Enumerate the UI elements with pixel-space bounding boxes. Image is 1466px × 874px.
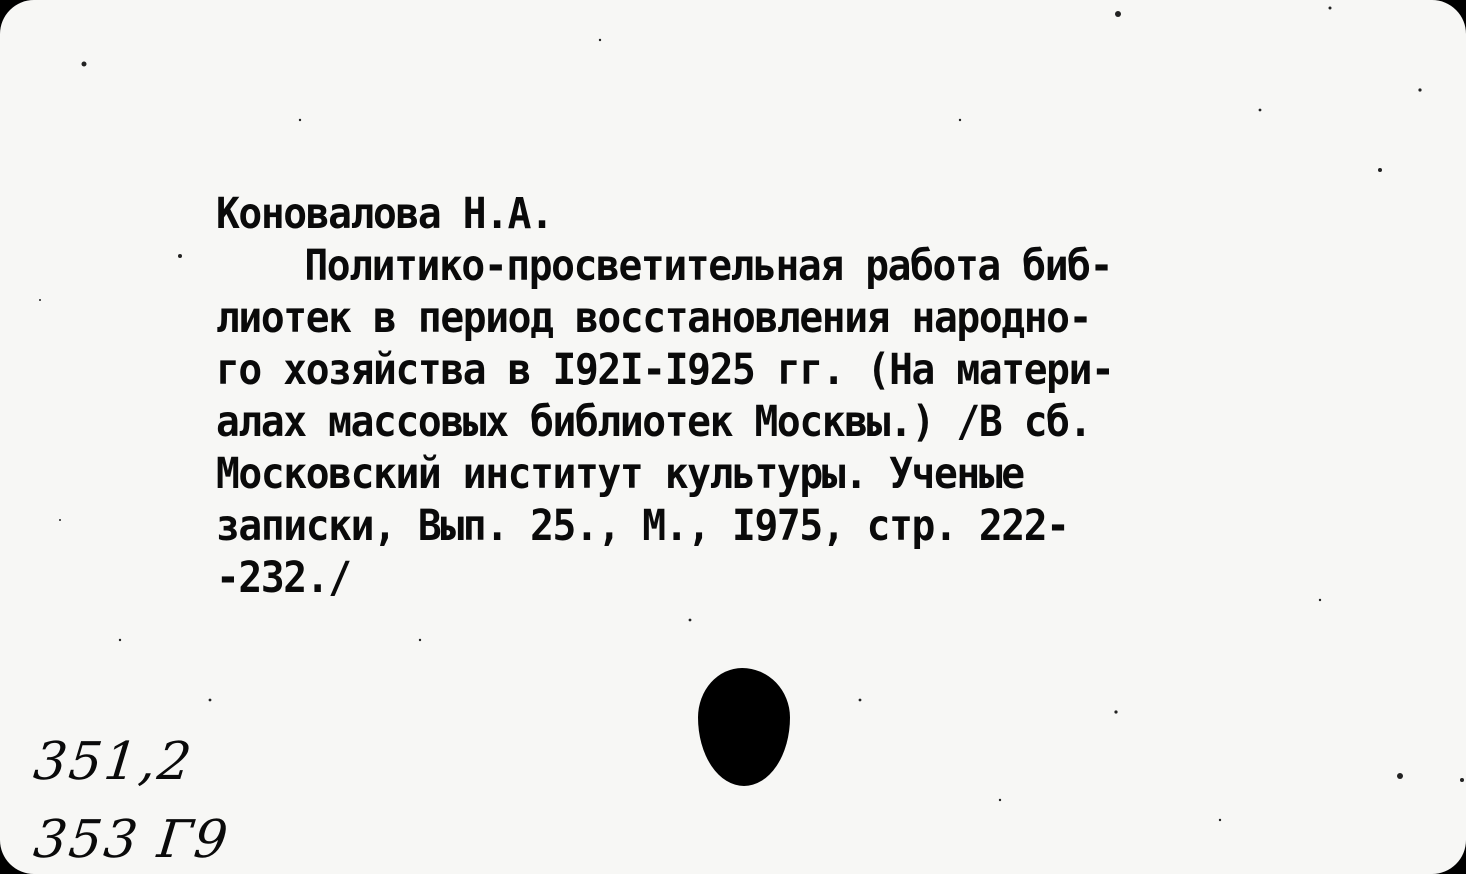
source-line-1: Московский институт культуры. Ученые: [216, 449, 1024, 499]
title-line-4: алах массовых библиотек Москвы.) /В сб.: [216, 397, 1092, 447]
title-line-2: лиотек в период восстановления народно-: [216, 293, 1092, 343]
handwritten-shelfmark-1: 351,2: [30, 732, 197, 792]
handwritten-shelfmark-2: 353 Г9: [30, 810, 233, 870]
author-name: Коновалова Н.А.: [216, 189, 553, 239]
source-line-3: -232./: [216, 553, 351, 603]
title-line-1: Политико-просветительная работа биб-: [304, 241, 1113, 291]
source-line-2: записки, Вып. 25., М., I975, стр. 222-: [216, 501, 1069, 551]
title-line-3: го хозяйства в I92I-I925 гг. (На матери-: [216, 345, 1114, 395]
bibliographic-entry: [216, 188, 1302, 604]
